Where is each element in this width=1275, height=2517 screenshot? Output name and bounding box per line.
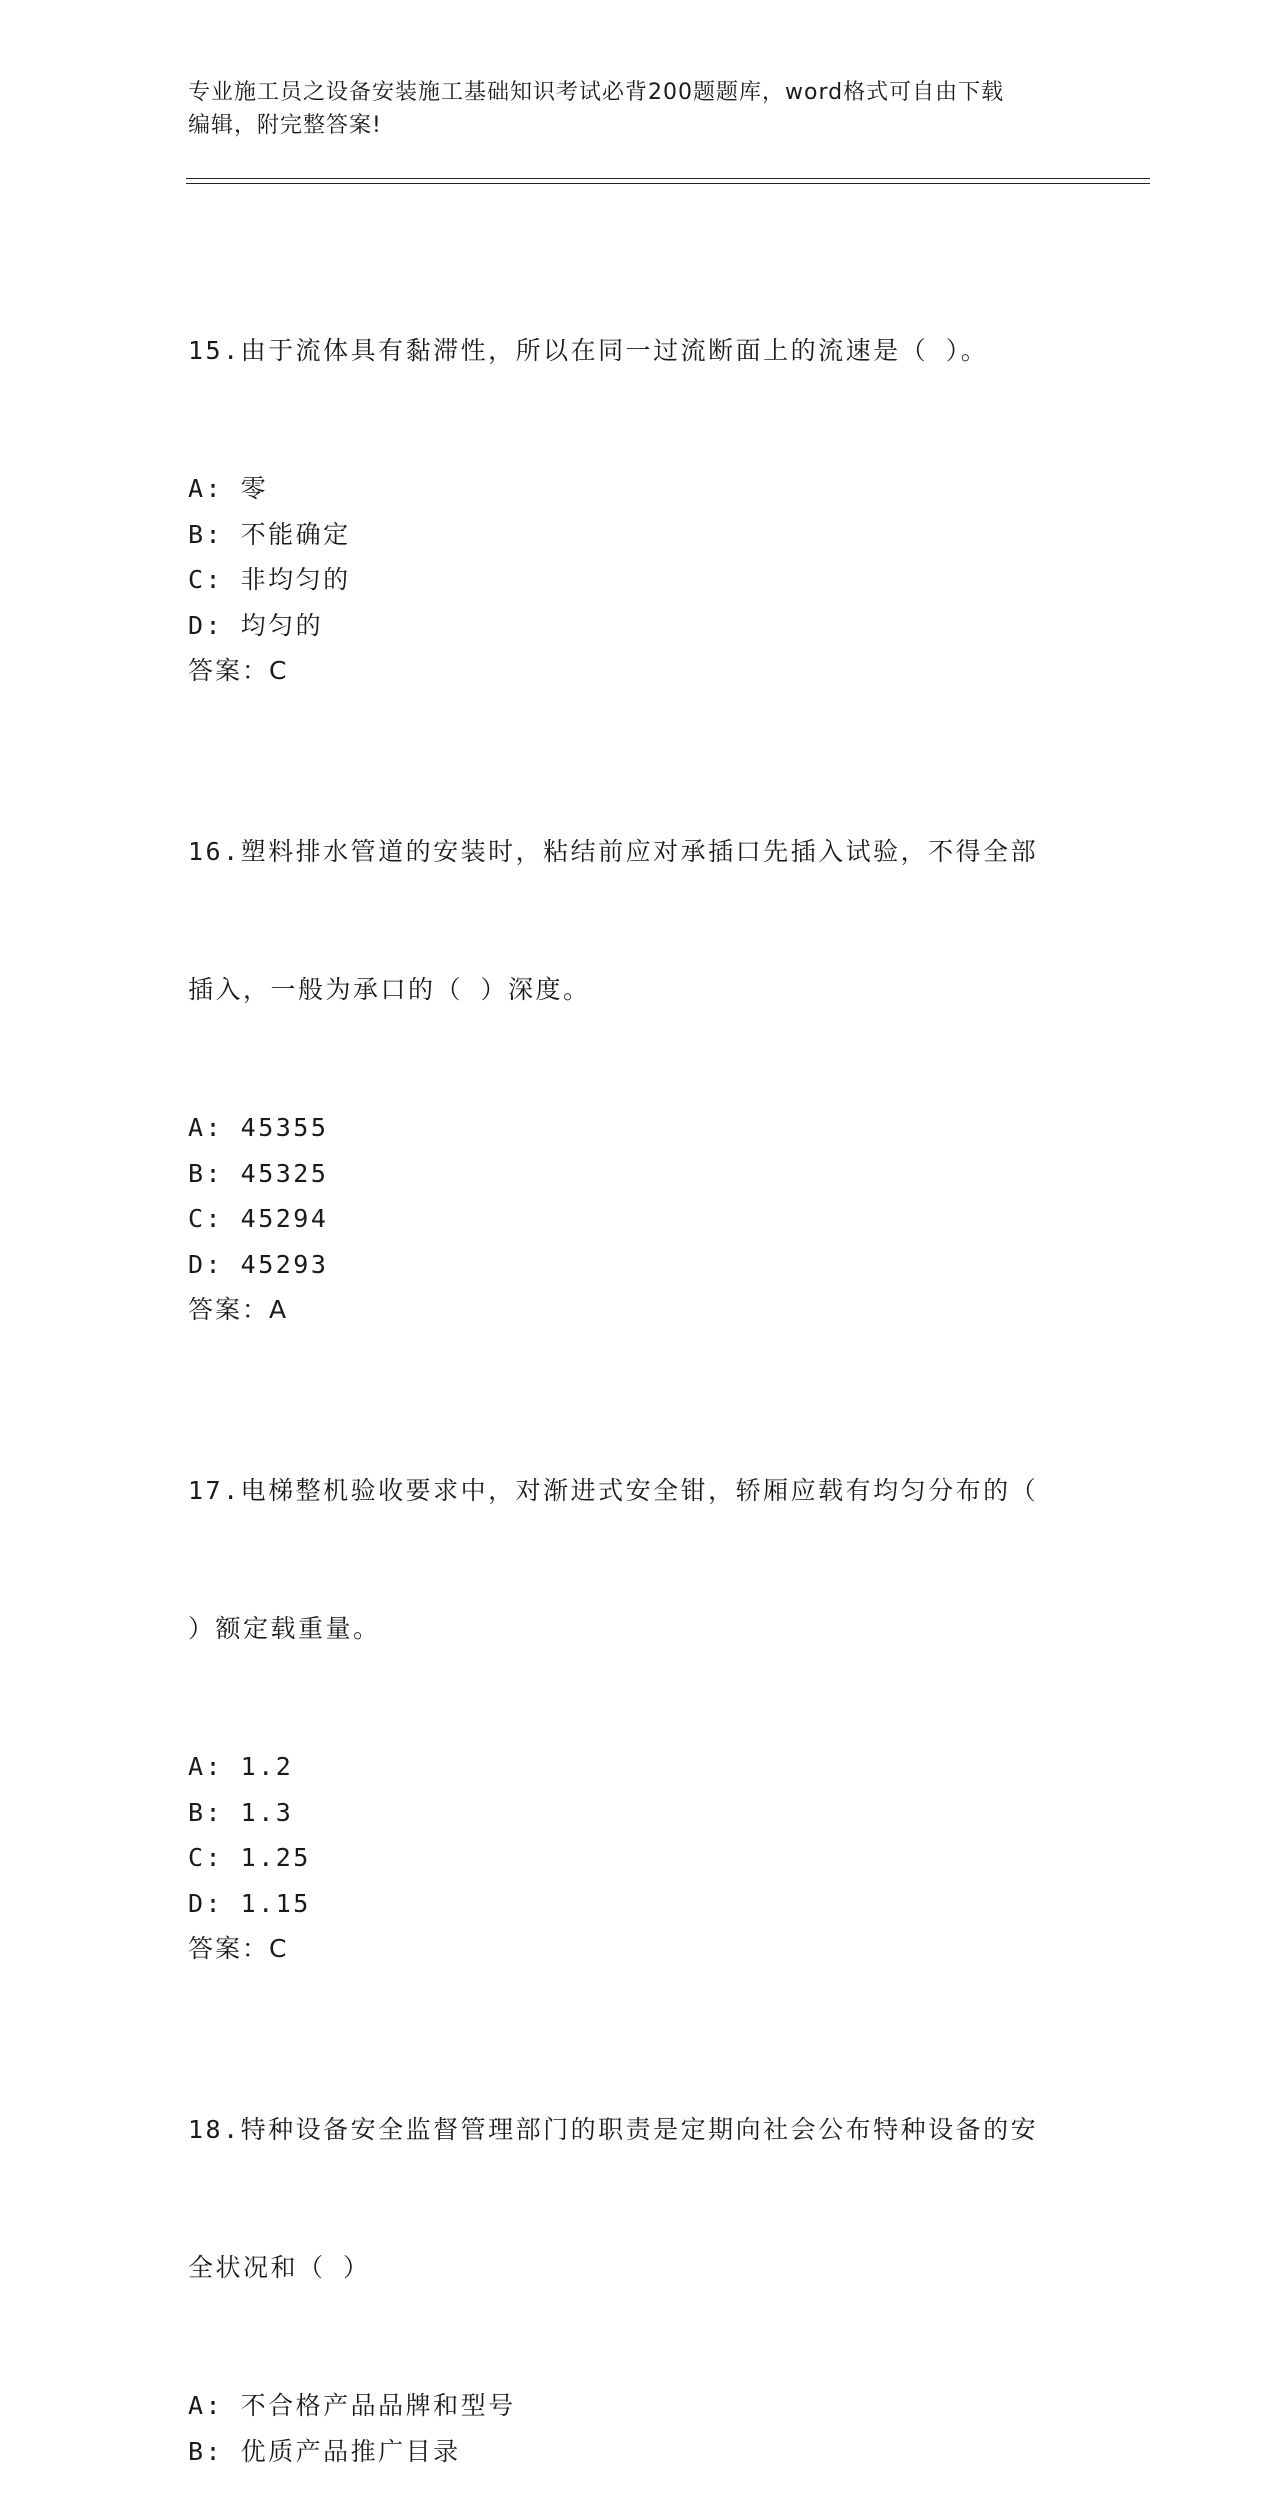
header-rule-top: [186, 178, 1150, 179]
question-stem: [188, 1376, 1088, 1744]
answer-line: 答案：A: [188, 1295, 289, 1324]
question-16: [188, 737, 1088, 1333]
question-stem: [188, 2015, 1088, 2383]
question-stem-line: 17.电梯整机验收要求中，对渐进式安全钳，轿厢应载有均匀分布的（: [188, 1476, 1039, 1505]
header-line-1: 专业施工员之设备安装施工基础知识考试必背200题题库，word格式可自由下载: [188, 80, 1005, 105]
option-a: A: 不合格产品品牌和型号: [188, 2391, 516, 2420]
option-c: C: 非均匀的: [188, 565, 351, 594]
answer-line: 答案：C: [188, 656, 289, 685]
option-d: D: 45293: [188, 1249, 329, 1279]
document-header: [188, 76, 1088, 142]
option-b: B: 45325: [188, 1158, 329, 1188]
option-d: D: 均匀的: [188, 610, 324, 640]
question-stem-line: 18.特种设备安全监督管理部门的职责是定期向社会公布特种设备的安: [188, 2115, 1039, 2144]
answer-line: 答案：C: [188, 1934, 289, 1963]
question-18: [188, 2015, 1088, 2474]
question-stem: [188, 236, 1088, 466]
option-c: C: 45294: [188, 1204, 329, 1233]
question-stem: [188, 737, 1088, 1105]
question-stem-line: 插入，一般为承口的（ ）深度。: [188, 975, 591, 1004]
header-rule-bottom: [186, 183, 1150, 184]
option-d: D: 1.15: [188, 1888, 311, 1918]
question-15: [188, 236, 1088, 694]
question-stem-line: 全状况和（ ）: [188, 2253, 371, 2282]
option-a: A: 零: [188, 474, 269, 503]
option-b: B: 不能确定: [188, 519, 351, 549]
option-c: C: 1.25: [188, 1843, 311, 1872]
question-stem-line: ）额定载重量。: [188, 1614, 381, 1643]
question-stem-line: 16.塑料排水管道的安装时，粘结前应对承插口先插入试验，不得全部: [188, 837, 1039, 866]
question-17: [188, 1376, 1088, 1972]
header-line-2: 编辑，附完整答案!: [188, 113, 382, 138]
option-b: B: 优质产品推广目录: [188, 2436, 461, 2466]
question-stem-line: 15.由于流体具有黏滞性，所以在同一过流断面上的流速是（ ）。: [188, 336, 989, 365]
option-a: A: 1.2: [188, 1752, 294, 1781]
question-list: [188, 236, 1088, 2517]
option-a: A: 45355: [188, 1113, 329, 1142]
option-b: B: 1.3: [188, 1797, 294, 1827]
